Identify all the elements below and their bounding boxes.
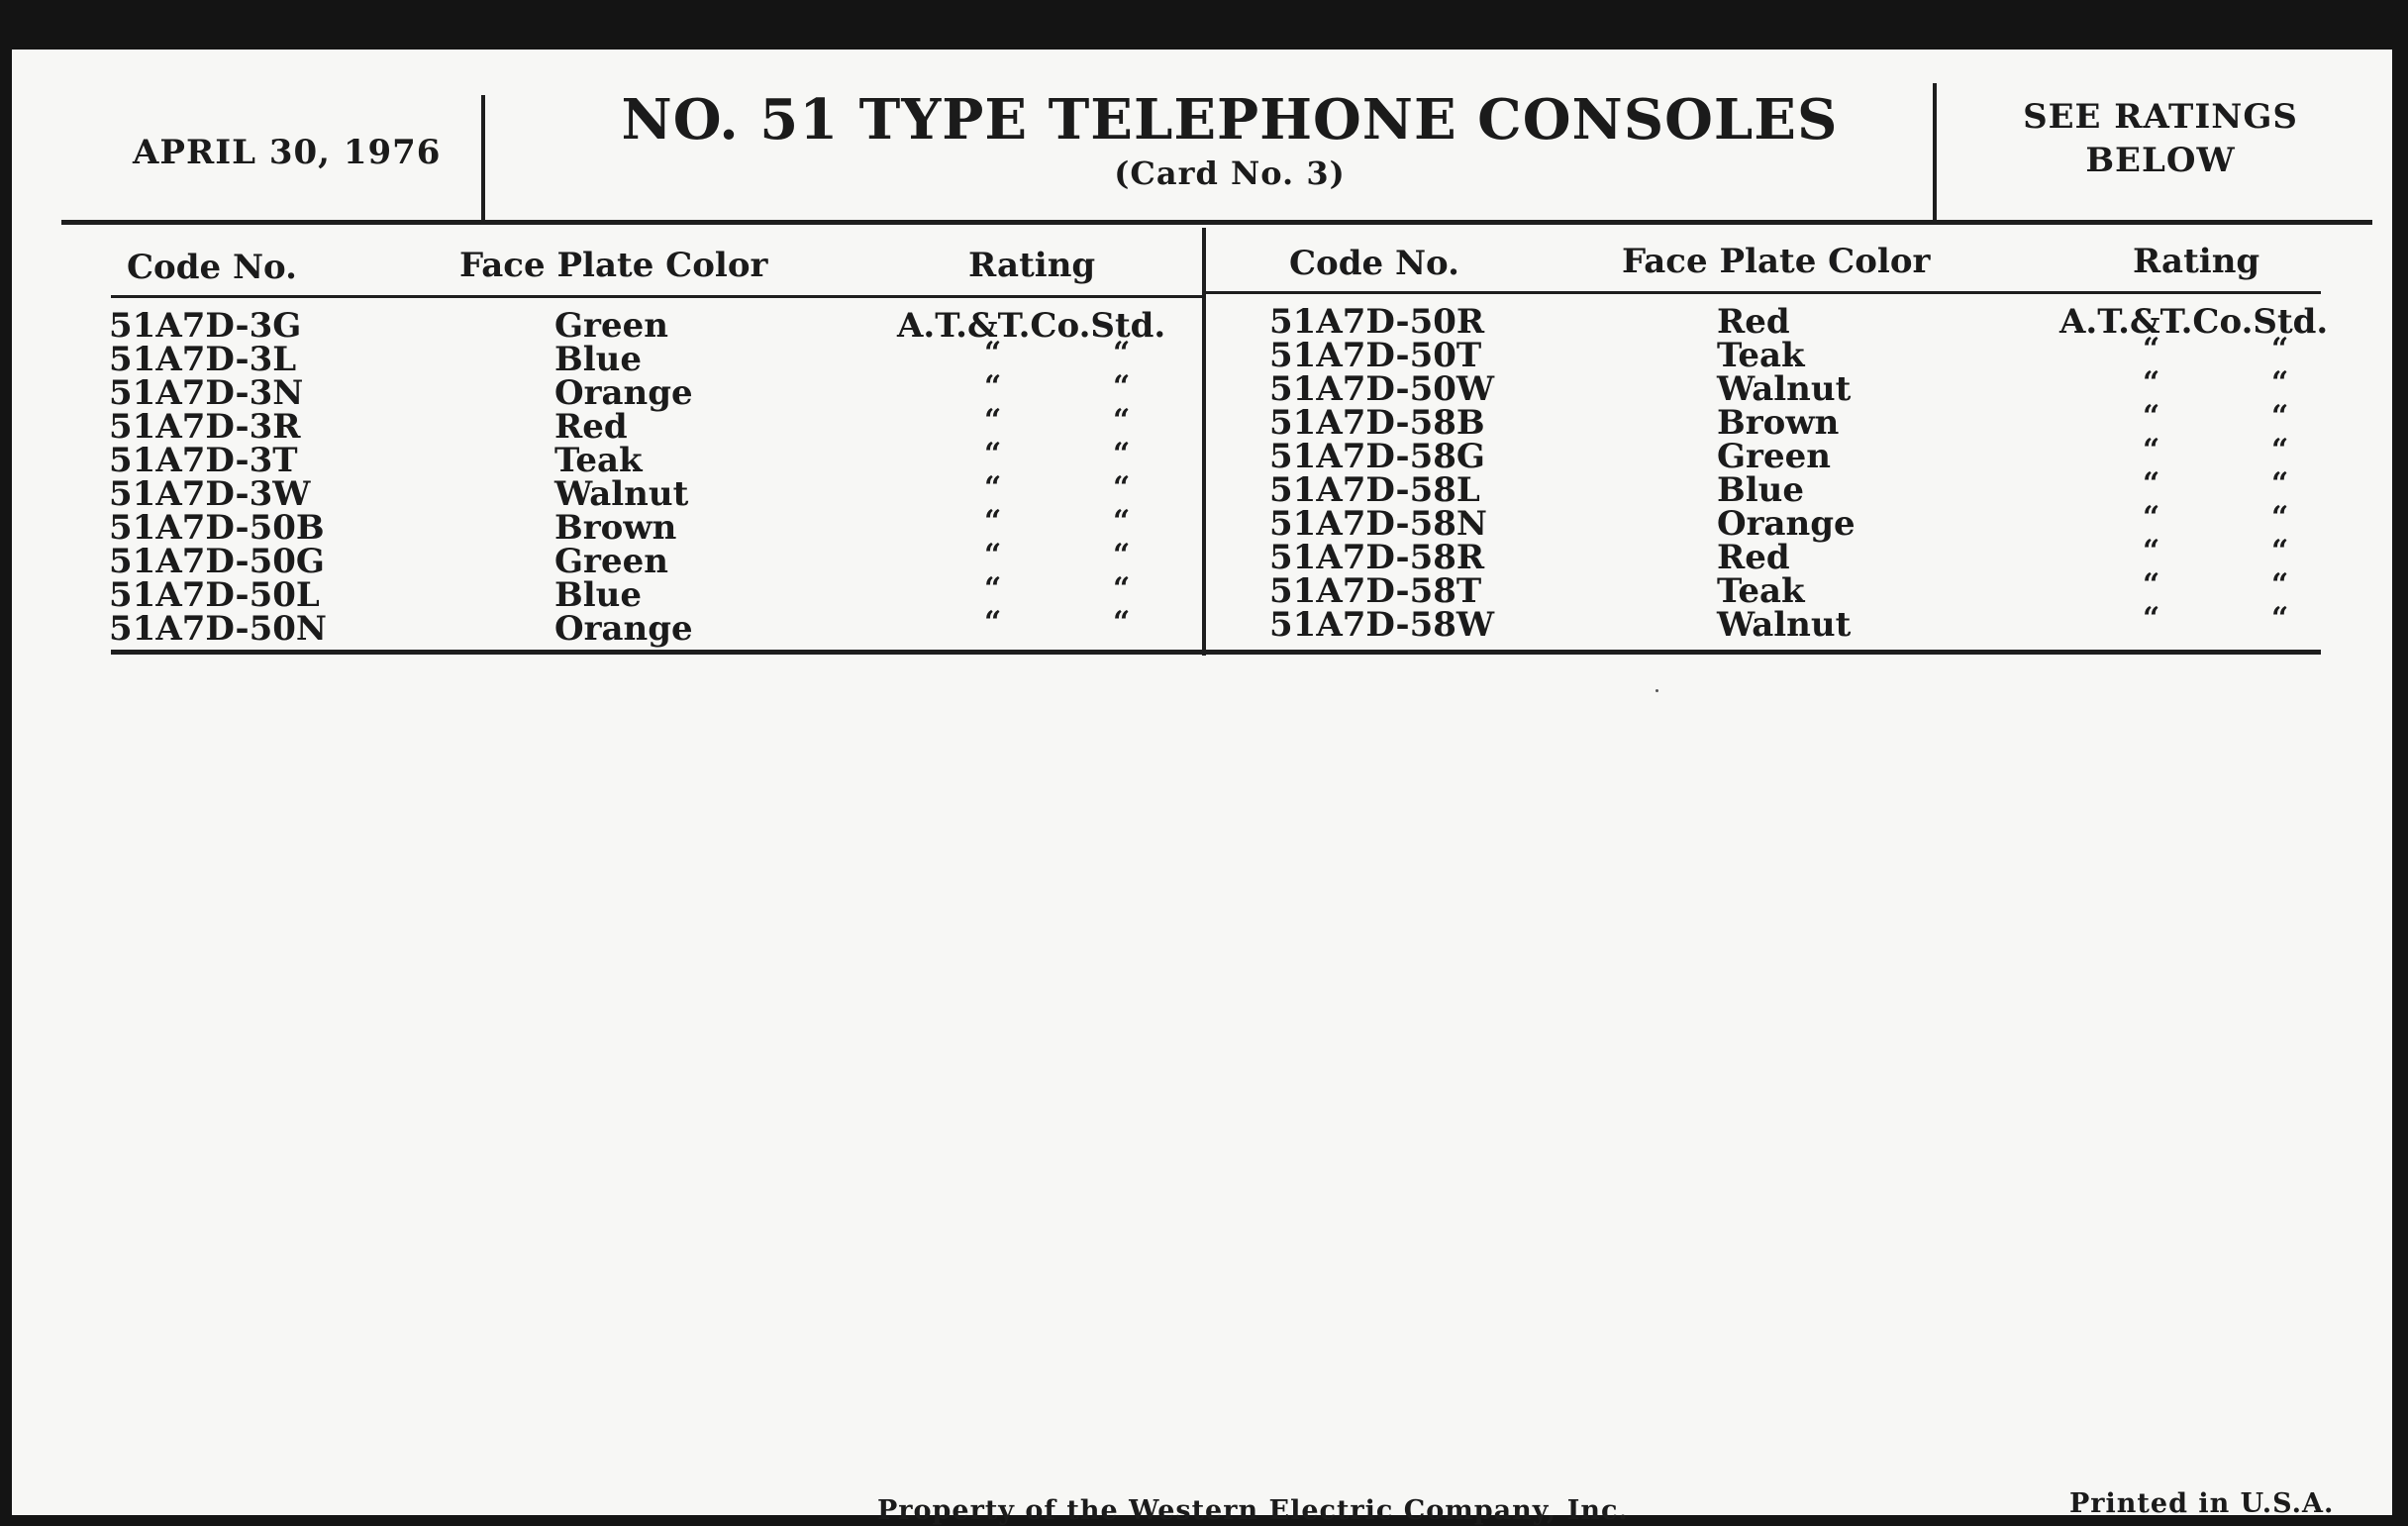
code-number: 51A7D-58L [1269, 470, 1480, 510]
code-number: 51A7D-58B [1269, 403, 1485, 443]
table-bottom-rule [111, 650, 2321, 655]
header-rule [61, 220, 2372, 225]
ditto-mark: “ [984, 369, 1002, 404]
face-plate-color: Orange [554, 373, 693, 413]
rating-value: A.T.&T.Co.Std. [2059, 302, 2329, 342]
face-plate-color: Blue [554, 340, 643, 379]
code-number: 51A7D-50N [109, 609, 327, 649]
column-header-code: Code No. [1289, 244, 1459, 283]
face-plate-color: Green [554, 542, 668, 581]
code-number: 51A7D-50R [1269, 302, 1485, 342]
ditto-mark: “ [2271, 500, 2289, 535]
card-title: NO. 51 TYPE TELEPHONE CONSOLES [621, 87, 1839, 153]
ratings-note [1953, 95, 2368, 182]
ditto-mark: “ [2143, 601, 2160, 636]
code-number: 51A7D-58G [1269, 437, 1485, 476]
ditto-mark: “ [984, 571, 1002, 606]
code-number: 51A7D-3T [109, 441, 298, 480]
column-header-rating: Rating [2133, 242, 2260, 281]
code-number: 51A7D-3L [109, 340, 297, 379]
ditto-mark: “ [984, 336, 1002, 370]
face-plate-color: Orange [554, 609, 693, 649]
ditto-mark: “ [2271, 399, 2289, 434]
face-plate-color: Blue [1717, 470, 1805, 510]
ditto-mark: “ [2143, 365, 2160, 400]
face-plate-color: Red [1717, 538, 1790, 577]
code-number: 51A7D-3N [109, 373, 304, 413]
face-plate-color: Green [1717, 437, 1831, 476]
ditto-mark: “ [2143, 567, 2160, 602]
code-number: 51A7D-3G [109, 306, 302, 346]
ditto-mark: “ [2271, 332, 2289, 366]
ditto-mark: “ [1113, 437, 1131, 471]
face-plate-color: Orange [1717, 504, 1856, 544]
code-number: 51A7D-50L [109, 575, 320, 615]
ditto-mark: “ [1113, 571, 1131, 606]
code-number: 51A7D-3R [109, 407, 301, 447]
ditto-mark: “ [984, 538, 1002, 572]
column-header-rule-right [1206, 291, 2321, 294]
column-header-rating: Rating [968, 246, 1096, 285]
header-divider-left [481, 95, 485, 222]
ditto-mark: “ [2271, 567, 2289, 602]
ditto-mark: “ [984, 437, 1002, 471]
column-header-color: Face Plate Color [459, 246, 768, 285]
face-plate-color: Red [1717, 302, 1790, 342]
ditto-mark: “ [1113, 504, 1131, 539]
face-plate-color: Walnut [554, 474, 689, 514]
ditto-mark: “ [1113, 538, 1131, 572]
ditto-mark: “ [2143, 332, 2160, 366]
ditto-mark: “ [1113, 369, 1131, 404]
face-plate-color: Teak [1717, 336, 1805, 375]
face-plate-color: Teak [1717, 571, 1805, 611]
header-divider-right [1933, 83, 1937, 222]
code-number: 51A7D-58N [1269, 504, 1487, 544]
ditto-mark: “ [2271, 365, 2289, 400]
face-plate-color: Walnut [1717, 605, 1852, 645]
ratings-note-line2: BELOW [2085, 141, 2236, 180]
face-plate-color: Red [554, 407, 628, 447]
ditto-mark: “ [2271, 466, 2289, 501]
code-number: 51A7D-50G [109, 542, 325, 581]
ditto-mark: “ [984, 605, 1002, 640]
card-date: APRIL 30, 1976 [133, 133, 442, 172]
ditto-mark: “ [2143, 399, 2160, 434]
ditto-mark: “ [2271, 433, 2289, 467]
code-number: 51A7D-50T [1269, 336, 1482, 375]
face-plate-color: Blue [554, 575, 643, 615]
ditto-mark: “ [2271, 534, 2289, 568]
ditto-mark: “ [2271, 601, 2289, 636]
index-card [12, 50, 2392, 1526]
ditto-mark: “ [2143, 433, 2160, 467]
face-plate-color: Green [554, 306, 668, 346]
footer-printed: Printed in U.S.A. [2069, 1488, 2335, 1519]
ditto-mark: “ [2143, 534, 2160, 568]
face-plate-color: Teak [554, 441, 643, 480]
face-plate-color: Walnut [1717, 369, 1852, 409]
footer-property: Property of the Western Electric Company, Inc. [877, 1495, 1629, 1526]
ditto-mark: “ [2143, 500, 2160, 535]
ditto-mark: “ [1113, 336, 1131, 370]
code-number: 51A7D-58R [1269, 538, 1485, 577]
face-plate-color: Brown [1717, 403, 1840, 443]
ditto-mark: “ [2143, 466, 2160, 501]
ditto-mark: “ [1113, 605, 1131, 640]
ditto-mark: “ [984, 403, 1002, 438]
paper-speck [1656, 689, 1658, 692]
face-plate-color: Brown [554, 508, 677, 548]
ditto-mark: “ [984, 504, 1002, 539]
column-header-rule-left [111, 295, 1204, 298]
code-number: 51A7D-3W [109, 474, 311, 514]
code-number: 51A7D-50B [109, 508, 325, 548]
card-subtitle: (Card No. 3) [1114, 154, 1346, 192]
rating-value: A.T.&T.Co.Std. [897, 306, 1166, 346]
ditto-mark: “ [1113, 403, 1131, 438]
code-number: 51A7D-50W [1269, 369, 1495, 409]
ditto-mark: “ [1113, 470, 1131, 505]
column-header-color: Face Plate Color [1622, 242, 1931, 281]
code-number: 51A7D-58W [1269, 605, 1495, 645]
code-number: 51A7D-58T [1269, 571, 1482, 611]
ratings-note-line1: SEE RATINGS [2023, 97, 2298, 137]
column-header-code: Code No. [127, 248, 297, 287]
ditto-mark: “ [984, 470, 1002, 505]
